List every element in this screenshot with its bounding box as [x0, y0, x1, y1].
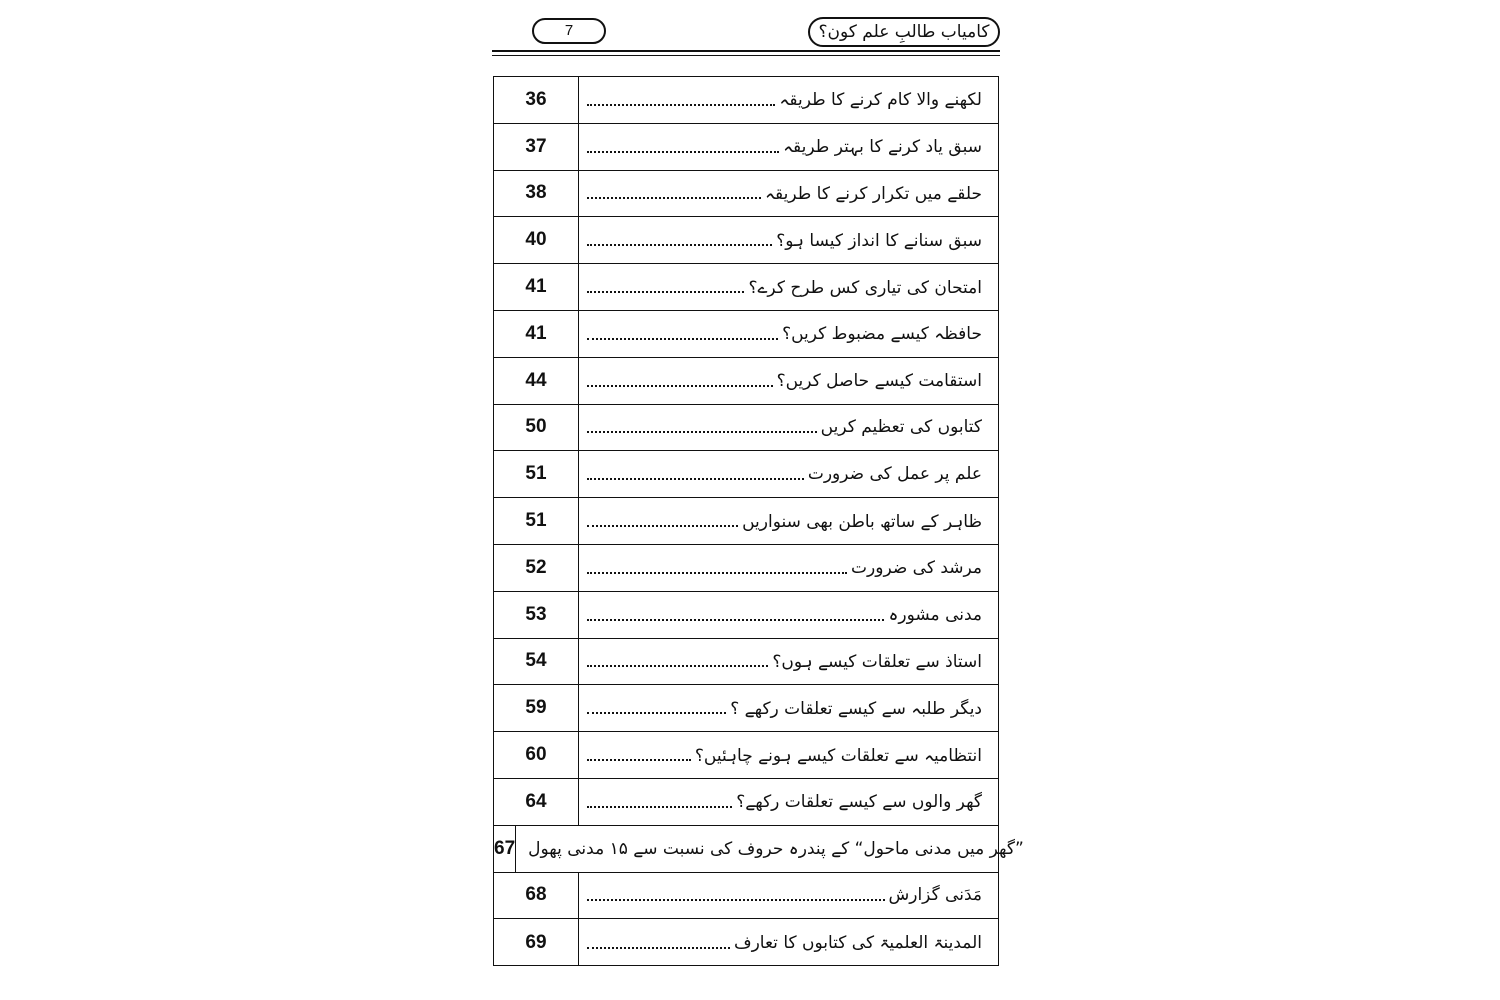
dotted-leader: [587, 806, 732, 808]
toc-title-cell: [579, 451, 998, 497]
toc-title-cell: [579, 919, 998, 966]
toc-row: [494, 639, 998, 686]
toc-entry-title: دیگر طلبہ سے کیسے تعلقات رکھے ؟: [730, 698, 982, 719]
toc-entry-title: انتظامیہ سے تعلقات کیسے ہونے چاہئیں؟: [694, 745, 982, 766]
toc-entry-title: مَدَنی گزارش: [888, 885, 982, 906]
toc-entry-title: سبق سنانے کا انداز کیسا ہو؟: [776, 230, 982, 251]
toc-row: [494, 826, 1024, 873]
dotted-leader: [587, 104, 775, 106]
toc-row: [494, 451, 998, 498]
dotted-leader: [587, 899, 885, 901]
table-of-contents: [493, 76, 1024, 966]
dotted-leader: [587, 244, 772, 246]
toc-page-number: 50: [494, 405, 579, 451]
dotted-leader: [587, 712, 726, 714]
toc-title-cell: [516, 826, 1040, 872]
dotted-leader: [587, 947, 730, 949]
toc-page-number: 59: [494, 685, 579, 731]
toc-page-number: 53: [494, 592, 579, 638]
toc-page-number: 68: [494, 873, 579, 919]
dotted-leader: [587, 338, 778, 340]
toc-title-cell: [579, 171, 998, 217]
toc-page-number: 54: [494, 639, 579, 685]
toc-entry-title: حلقے میں تکرار کرنے کا طریقہ: [765, 183, 982, 204]
toc-page-number: 64: [494, 779, 579, 825]
toc-row: [494, 217, 998, 264]
dotted-leader: [587, 572, 847, 574]
toc-title-cell: [579, 685, 998, 731]
toc-entry-title: علم پر عمل کی ضرورت: [807, 464, 982, 485]
toc-title-cell: [579, 405, 998, 451]
toc-entry-title: استقامت کیسے حاصل کریں؟: [776, 371, 982, 392]
dotted-leader: [587, 759, 691, 761]
dotted-leader: [587, 151, 779, 153]
dotted-leader: [587, 431, 817, 433]
page-header: [492, 12, 1000, 56]
dotted-leader: [587, 197, 761, 199]
toc-page-number: 69: [494, 919, 579, 966]
dotted-leader: [587, 525, 738, 527]
toc-row: [494, 311, 998, 358]
toc-row: [494, 592, 998, 639]
toc-entry-title: لکھنے والا کام کرنے کا طریقہ: [779, 90, 982, 111]
dotted-leader: [587, 385, 773, 387]
toc-entry-title: ظاہر کے ساتھ باطن بھی سنواریں: [742, 511, 982, 532]
toc-page-number: 37: [494, 124, 579, 170]
toc-page-number: 67: [494, 826, 516, 872]
toc-title-cell: [579, 311, 998, 357]
toc-page-number: 36: [494, 77, 579, 123]
toc-row: [494, 264, 998, 311]
toc-entry-title: ”گھر میں مدنی ماحول“ کے پندرہ حروف کی نسبت سے ۱۵ مدنی پھول: [528, 839, 1024, 860]
toc-page-number: 60: [494, 732, 579, 778]
toc-row: [494, 77, 998, 124]
toc-title-cell: [579, 358, 998, 404]
toc-row: [494, 358, 998, 405]
toc-row: [494, 732, 998, 779]
toc-entry-title: کتابوں کی تعظیم کریں: [820, 417, 982, 438]
toc-page-number: 41: [494, 311, 579, 357]
toc-entry-title: حافظہ کیسے مضبوط کریں؟: [782, 324, 982, 345]
toc-row: [494, 124, 998, 171]
toc-title-cell: [579, 873, 998, 919]
toc-entry-title: امتحان کی تیاری کس طرح کرے؟: [748, 277, 982, 298]
toc-title-cell: [579, 639, 998, 685]
toc-title-cell: [579, 498, 998, 544]
toc-entry-title: سبق یاد کرنے کا بہتر طریقہ: [783, 137, 982, 158]
toc-row: [494, 873, 998, 920]
toc-row: [494, 405, 998, 452]
toc-row: [494, 779, 998, 826]
toc-page-number: 52: [494, 545, 579, 591]
toc-row: [494, 545, 998, 592]
page-number: 7: [532, 18, 606, 44]
toc-title-cell: [579, 264, 998, 310]
toc-row: [494, 171, 998, 218]
book-title: کامیاب طالبِ علم کون؟: [808, 17, 1000, 47]
toc-title-cell: [579, 779, 998, 825]
toc-entry-title: مرشد کی ضرورت: [851, 557, 982, 578]
dotted-leader: [587, 291, 744, 293]
header-rule: [492, 50, 1000, 52]
toc-page-number: 44: [494, 358, 579, 404]
toc-page-number: 38: [494, 171, 579, 217]
toc-entry-title: استاذ سے تعلقات کیسے ہوں؟: [772, 651, 982, 672]
toc-title-cell: [579, 77, 998, 123]
toc-page-number: 40: [494, 217, 579, 263]
dotted-leader: [587, 478, 804, 480]
toc-title-cell: [579, 124, 998, 170]
toc-title-cell: [579, 592, 998, 638]
toc-entry-title: گھر والوں سے کیسے تعلقات رکھے؟: [736, 792, 982, 813]
toc-title-cell: [579, 732, 998, 778]
toc-page-number: 41: [494, 264, 579, 310]
toc-title-cell: [579, 545, 998, 591]
toc-title-cell: [579, 217, 998, 263]
toc-row: [494, 498, 998, 545]
header-rule-thin: [492, 55, 1000, 56]
toc-row: [494, 919, 998, 966]
toc-row: [494, 685, 998, 732]
toc-entry-title: المدینۃ العلمیۃ کی کتابوں کا تعارف: [733, 933, 982, 954]
dotted-leader: [587, 619, 884, 621]
toc-page-number: 51: [494, 451, 579, 497]
dotted-leader: [587, 665, 768, 667]
toc-page-number: 51: [494, 498, 579, 544]
toc-entry-title: مدنی مشورہ: [888, 605, 982, 626]
